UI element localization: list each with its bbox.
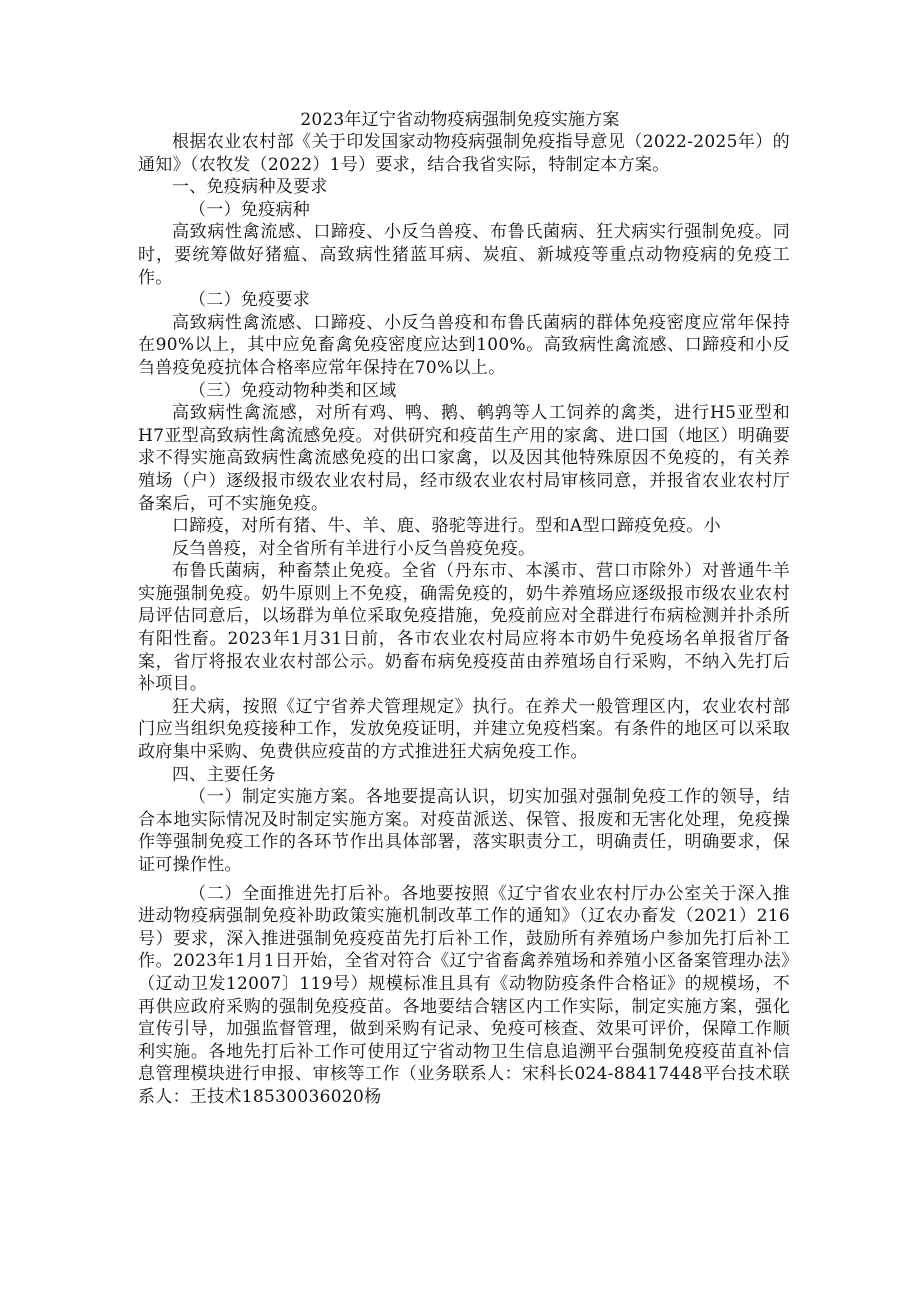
section-heading-1: 一、免疫病种及要求 xyxy=(172,177,328,198)
paragraph-rabies: 狂犬病，按照《辽宁省养犬管理规定》执行。在养犬一般管理区内，农业农村部门应当组织免疫接种工作，发放免疫证明，并建立免疫档案。有条件的地区可以采取政府集中采购、免费供应疫苗的方式推进狂犬病免疫工作。 xyxy=(138,696,790,763)
subsection-heading-1-1: （一）免疫病种 xyxy=(189,199,311,220)
paragraph-avian-influenza: 高致病性禽流感，对所有鸡、鸭、鹅、鹌鹑等人工饲养的禽类，进行H5亚型和H7亚型高致病性禽流感免疫。对供研究和疫苗生产用的家禽、进口国（地区）明确要求不得实施高致病性禽流感免疫的出口家禽，以及因其他特殊原因不免疫的，有关养殖场（户）逐级报市级农业农村局，经市级农业农村局审核同意，并报省农业农村厅备案后，可不实施免疫。 xyxy=(138,403,790,514)
paragraph-task-2: （二）全面推进先打后补。各地要按照《辽宁省农业农村厅办公室关于深入推进动物疫病强制免疫补助政策实施机制改革工作的通知》（辽农办畜发（2021）216号）要求，深入推进强制免疫疫苗先打后补工作，鼓励所有养殖场户参加先打后补工作。2023年1月1日开始，全省对符合《辽宁省畜禽养殖场和养殖小区备案管理办法》（辽动卫发12007〕119号）规模标准且具有《动物防疫条件合格证》的规模场，不再供应政府采购的强制免疫疫苗。各地要结合辖区内工作实际，制定实施方案，强化宣传引导，加强监督管理，做到采购有记录、免疫可核查、效果可评价，保障工作顺利实施。各地先打后补工作可使用辽宁省动物卫生信息追溯平台强制免疫疫苗直补信息管理模块进行申报、审核等工作（业务联系人：宋科长024-88417448平台技术联系人：王技术18530036020杨 xyxy=(138,883,790,1107)
intro-paragraph: 根据农业农村部《关于印发国家动物疫病强制免疫指导意见（2022-2025年）的通知》（农牧发（2022）1号）要求，结合我省实际，特制定本方案。 xyxy=(138,132,790,175)
paragraph-immunity-requirements: 高致病性禽流感、口蹄疫、小反刍兽疫和布鲁氏菌病的群体免疫密度应常年保持在90%以上，其中应免畜禽免疫密度应达到100%。高致病性禽流感、口蹄疫和小反刍兽疫免疫抗体合格率应常年保持在70%以上。 xyxy=(138,312,790,378)
subsection-heading-1-3: （三）免疫动物种类和区域 xyxy=(189,380,397,401)
subsection-heading-1-2: （二）免疫要求 xyxy=(189,290,311,311)
paragraph-foot-and-mouth: 口蹄疫，对所有猪、牛、羊、鹿、骆驼等进行。型和A型口蹄疫免疫。小 xyxy=(172,516,721,537)
document-title: 2023年辽宁省动物疫病强制免疫实施方案 xyxy=(300,110,620,130)
paragraph-task-1: （一）制定实施方案。各地要提高认识，切实加强对强制免疫工作的领导，结合本地实际情况及时制定实施方案。对疫苗派送、保管、报废和无害化处理，免疫操作等强制免疫工作的各环节作出具体部署，落实职责分工，明确责任，明确要求，保证可操作性。 xyxy=(138,787,790,875)
section-heading-4: 四、主要任务 xyxy=(172,764,276,785)
paragraph-brucellosis: 布鲁氏菌病，种畜禁止免疫。全省（丹东市、本溪市、营口市除外）对普通牛羊实施强制免疫。奶牛原则上不免疫，确需免疫的，奶牛养殖场应逐级报市级农业农村局评估同意后，以场群为单位采取免疫措施，免疫前应对全群进行布病检测并扑杀所有阳性畜。2023年1月31日前，各市农业农村局应将本市奶牛免疫场名单报省厅备案，省厅将报农业农村部公示。奶畜布病免疫疫苗由养殖场自行采购，不纳入先打后补项目。 xyxy=(138,561,790,695)
paragraph-disease-list: 高致病性禽流感、口蹄疫、小反刍兽疫、布鲁氏菌病、狂犬病实行强制免疫。同时，要统筹做好猪瘟、高致病性猪蓝耳病、炭疽、新城疫等重点动物疫病的免疫工作。 xyxy=(138,222,790,288)
document-body xyxy=(138,131,790,1109)
paragraph-ppr: 反刍兽疫，对全省所有羊进行小反刍兽疫免疫。 xyxy=(172,538,536,559)
